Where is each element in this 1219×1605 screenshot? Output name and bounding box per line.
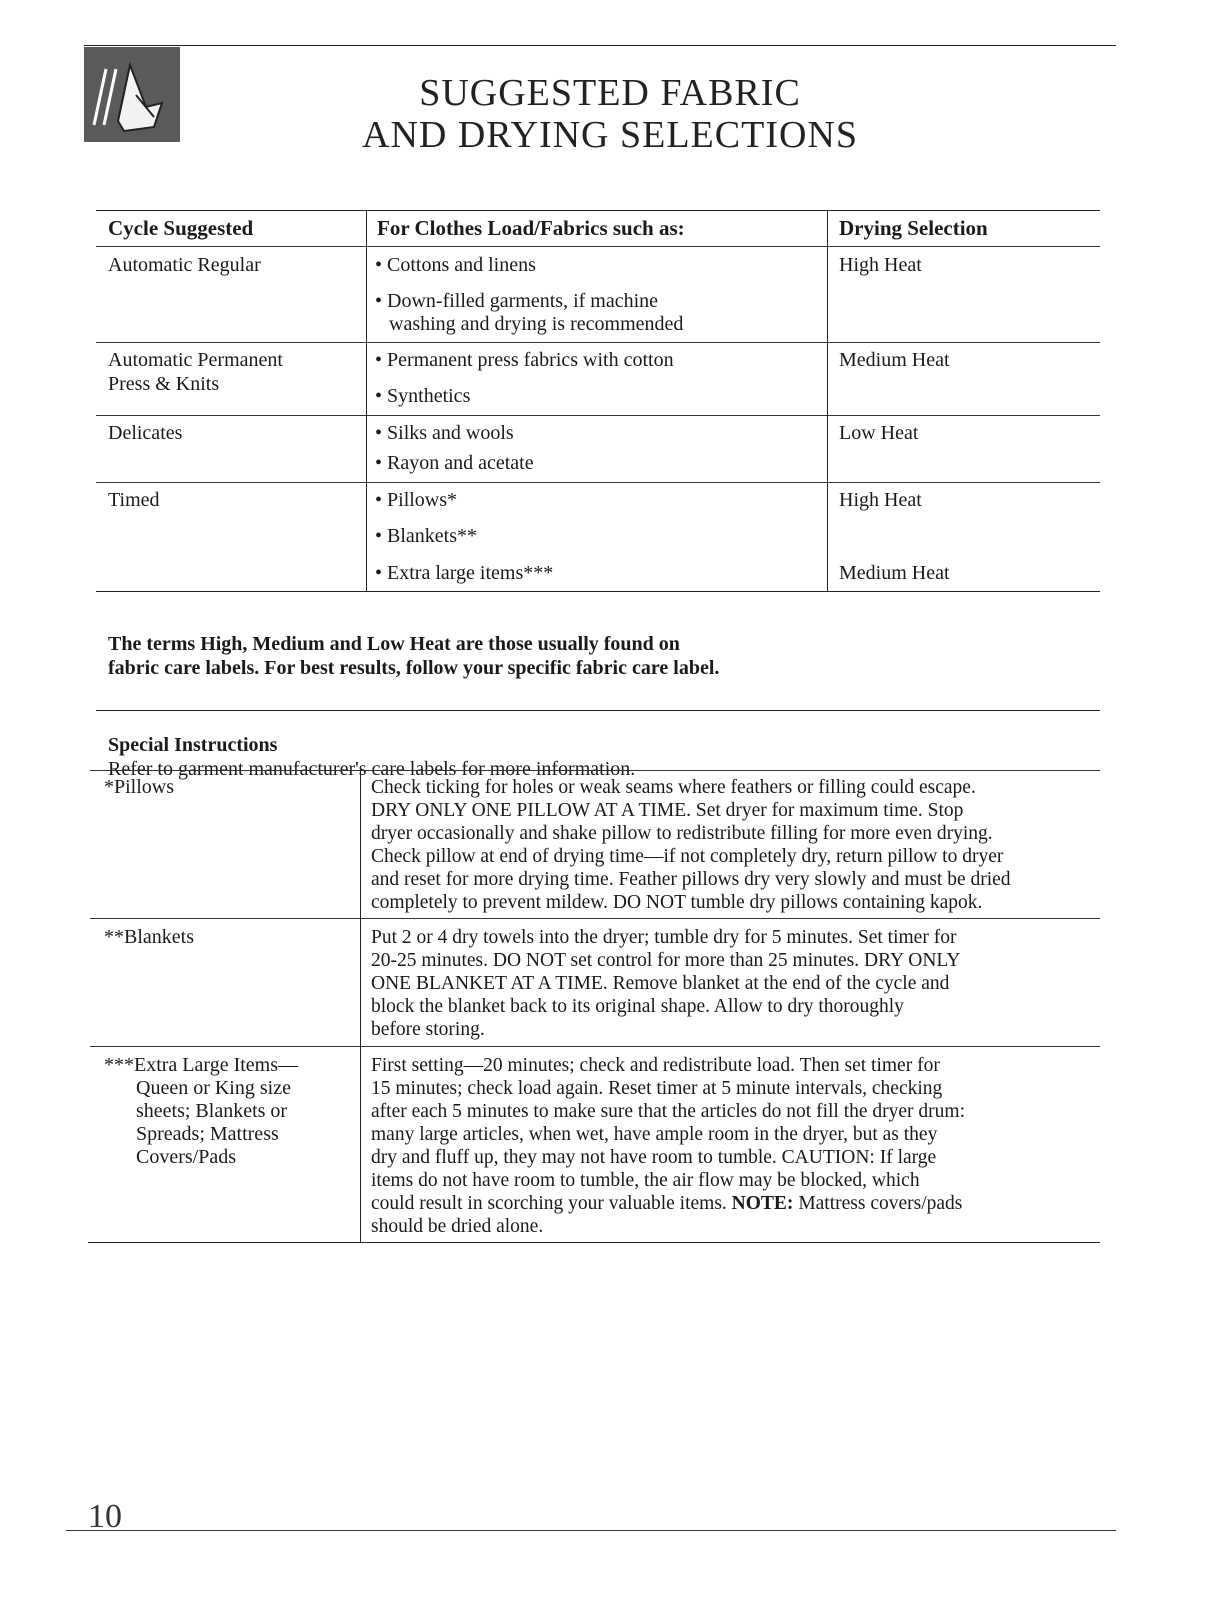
- label-line: **Blankets: [104, 926, 194, 948]
- heat-terms-note: [108, 632, 908, 680]
- table-header-rule: [96, 246, 1100, 247]
- label-line: ***Extra Large Items—: [104, 1054, 299, 1076]
- text-line: 15 minutes; check load again. Reset timer at 5 minute intervals, checking: [371, 1078, 943, 1099]
- cycle-cell: Automatic Permanent: [108, 349, 283, 371]
- text-line: many large articles, when wet, have ample room in the dryer, but as they: [371, 1124, 938, 1145]
- special-instructions-subtitle: Refer to garment manufacturer's care labels for more information.: [108, 758, 636, 780]
- label-line: Spreads; Mattress: [136, 1123, 279, 1145]
- special-bottom-rule: [88, 1242, 1100, 1243]
- bottom-rule: [66, 1530, 1116, 1531]
- page-title: [240, 72, 980, 156]
- text-line: DRY ONLY ONE PILLOW AT A TIME. Set dryer for maximum time. Stop: [371, 800, 964, 821]
- fabric-item: • Synthetics: [375, 384, 470, 408]
- note-label: NOTE:: [731, 1193, 794, 1214]
- text-line: before storing.: [371, 1019, 485, 1040]
- label-line: sheets; Blankets or: [136, 1100, 288, 1122]
- drying-cell: High Heat: [839, 254, 922, 276]
- text-line: items do not have room to tumble, the air flow may be blocked, which: [371, 1170, 920, 1191]
- special-top-rule: [96, 710, 1100, 711]
- text-segment: Mattress covers/pads: [798, 1193, 963, 1214]
- label-line: Covers/Pads: [136, 1146, 236, 1168]
- drying-cell: Medium Heat: [839, 349, 950, 371]
- fabric-item: • Down-filled garments, if machine: [375, 289, 658, 313]
- fabric-item: • Permanent press fabrics with cotton: [375, 348, 674, 372]
- special-row-rule: [90, 918, 1100, 919]
- note-line-1: The terms High, Medium and Low Heat are those usually found on: [108, 633, 680, 655]
- header-fabrics: For Clothes Load/Fabrics such as:: [377, 216, 685, 240]
- title-line-2: AND DRYING SELECTIONS: [362, 114, 858, 156]
- text-line: dryer occasionally and shake pillow to redistribute filling for more even drying.: [371, 823, 993, 844]
- note-line-2: fabric care labels. For best results, follow your specific fabric care label.: [108, 657, 720, 679]
- text-line: block the blanket back to its original shape. Allow to dry thoroughly: [371, 996, 904, 1017]
- fabric-item: • Blankets**: [375, 524, 477, 548]
- label-line: *Pillows: [104, 776, 175, 798]
- text-line: First setting—20 minutes; check and redistribute load. Then set timer for: [371, 1055, 940, 1076]
- special-label-blankets: [104, 926, 194, 949]
- text-line: [371, 1192, 1091, 1215]
- row-rule: [96, 482, 1100, 483]
- top-rule: [84, 45, 1116, 46]
- cycle-cell: Delicates: [108, 422, 183, 444]
- table-bottom-rule: [96, 591, 1100, 592]
- special-column-divider: [360, 770, 361, 1242]
- cycle-cell: Timed: [108, 489, 160, 511]
- row-rule: [96, 415, 1100, 416]
- fabric-item: • Rayon and acetate: [375, 451, 534, 475]
- fabric-item: • Extra large items***: [375, 561, 553, 585]
- special-label-pillows: [104, 776, 174, 799]
- header-drying: Drying Selection: [839, 216, 988, 240]
- special-label-extra-large: [104, 1054, 298, 1169]
- drying-cell: Medium Heat: [839, 562, 950, 584]
- special-text-blankets: [371, 926, 1091, 1041]
- special-text-pillows: [371, 776, 1091, 914]
- column-divider: [827, 210, 828, 591]
- drying-cell: High Heat: [839, 489, 922, 511]
- fabric-item: • Cottons and linens: [375, 253, 536, 277]
- special-header-rule: [90, 770, 1100, 771]
- special-instructions-title: Special Instructions: [108, 734, 278, 756]
- text-line: 20-25 minutes. DO NOT set control for more than 25 minutes. DRY ONLY: [371, 950, 961, 971]
- fabric-item: • Pillows*: [375, 488, 457, 512]
- dryer-logo-icon: [84, 47, 180, 142]
- text-line: completely to prevent mildew. DO NOT tumble dry pillows containing kapok.: [371, 892, 983, 913]
- text-line: and reset for more drying time. Feather pillows dry very slowly and must be dried: [371, 869, 1011, 890]
- text-line: should be dried alone.: [371, 1216, 544, 1237]
- text-segment: could result in scorching your valuable items.: [371, 1193, 727, 1214]
- table-top-rule: [96, 210, 1100, 211]
- special-text-extra-large: [371, 1054, 1091, 1238]
- label-line: Queen or King size: [136, 1077, 291, 1099]
- text-line: after each 5 minutes to make sure that the articles do not fill the dryer drum:: [371, 1101, 966, 1122]
- column-divider: [366, 210, 367, 591]
- drying-cell: Low Heat: [839, 422, 919, 444]
- text-line: Check ticking for holes or weak seams where feathers or filling could escape.: [371, 777, 976, 798]
- fabric-item-continued: washing and drying is recommended: [389, 313, 684, 335]
- text-line: ONE BLANKET AT A TIME. Remove blanket at the end of the cycle and: [371, 973, 950, 994]
- fabric-item: • Silks and wools: [375, 421, 514, 445]
- text-line: dry and fluff up, they may not have room to tumble. CAUTION: If large: [371, 1147, 937, 1168]
- text-line: Put 2 or 4 dry towels into the dryer; tumble dry for 5 minutes. Set timer for: [371, 927, 957, 948]
- text-line: Check pillow at end of drying time—if not completely dry, return pillow to dryer: [371, 846, 1004, 867]
- cycle-cell-continued: Press & Knits: [108, 373, 220, 395]
- special-row-rule: [90, 1046, 1100, 1047]
- page-number: 10: [88, 1498, 122, 1535]
- title-line-1: SUGGESTED FABRIC: [419, 72, 801, 114]
- row-rule: [96, 342, 1100, 343]
- cycle-cell: Automatic Regular: [108, 254, 261, 276]
- header-cycle: Cycle Suggested: [108, 216, 254, 240]
